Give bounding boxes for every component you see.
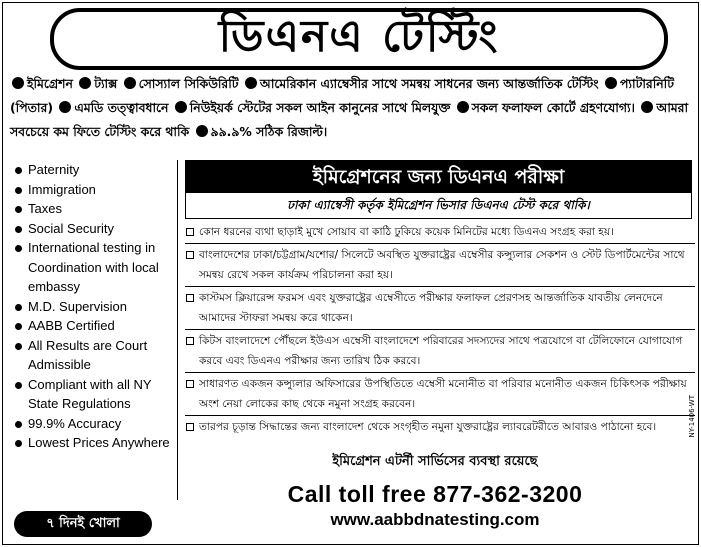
immigration-header <box>185 160 692 219</box>
attorney-line: ইমিগ্রেশন এটর্নী সার্ভিসের ব্যবস্থা রয়েছে <box>332 454 538 469</box>
list-item: Lowest Prices Anywhere <box>12 433 177 453</box>
list-item: সাধারণত একজন কন্স্যুলার অফিসারের উপস্থিতিতে এম্বেসী মনোনীত বা পরিবার মনোনীত একজন চিকিৎসক পরীক্ষায় অংশ নেয়া লোকের কাছ থেকে নমুনা সংগ্রহ করবেন। <box>185 374 695 414</box>
list-item: Paternity <box>12 160 177 180</box>
checkbox-icon <box>186 228 194 236</box>
website-url: www.aabbdnatesting.com <box>330 510 540 529</box>
list-item: 99.9% Accuracy <box>12 414 177 434</box>
bullet-icon <box>457 101 469 113</box>
services-line <box>10 72 692 144</box>
bullet-icon <box>79 77 91 89</box>
service-item: ৯৯.৯% সঠিক রিজাল্ট। <box>210 124 328 139</box>
immigration-heading: ইমিগ্রেশনের জন্য ডিএনএ পরীক্ষা <box>186 161 691 193</box>
checkbox-icon <box>186 380 194 388</box>
bullet-icon <box>245 77 257 89</box>
service-item: সকল ফলাফল কোর্টে গ্রহণযোগ্য। <box>471 100 635 115</box>
list-item: International testing in Coordination with local embassy <box>12 238 177 297</box>
divider <box>185 286 695 287</box>
immigration-subheading: ঢাকা এ্যাম্বেসী কর্তৃক ইমিগ্রেশন ভিসার ডিএনএ টেস্ট করে থাকি। <box>287 198 590 212</box>
list-item: Social Security <box>12 219 177 239</box>
list-item: AABB Certified <box>12 316 177 336</box>
divider <box>185 329 695 330</box>
page-title: ডিএনএ টেস্টিং <box>218 10 500 62</box>
list-item: Taxes <box>12 199 177 219</box>
checkbox-icon <box>186 423 194 431</box>
bullet-icon <box>196 125 208 137</box>
service-item: প্যাটারনিটি (পিতার) <box>10 76 674 115</box>
list-item: কিটস বাংলাদেশে পৌঁছলে ইউএস এম্বেসী বাংলাদেশে পরিবারের সদস্যদের সাথে পত্রযোগে বা টেলিফোনে যোগাযোগ করবে এবং ডিএনএ পরীক্ষার জন্য তারিখ ঠিক করবে। <box>185 331 695 371</box>
bullet-icon <box>605 77 617 89</box>
bullet-icon <box>59 101 71 113</box>
service-item: আমরা সবচেয়ে কম ফিতে টেস্টিং করে থাকি <box>10 100 689 139</box>
divider <box>185 415 695 416</box>
bullet-icon <box>12 77 24 89</box>
list-item: Compliant with all NY State Regulations <box>12 375 177 414</box>
service-item: নিউইয়র্ক স্টেটের সকল আইন কানুনের সাথে মিলযুক্ত <box>189 100 451 115</box>
toll-free-phone: Call toll free 877-362-3200 <box>287 481 583 507</box>
bullet-icon <box>641 101 653 113</box>
list-item: বাংলাদেশের ঢাকা/চট্টগ্রাম/যশোর/ সিলেটে অবস্থিত যুক্তরাষ্ট্রের এম্বেসীর কন্স্যুলার সেকশন ও স্টেট ডিপার্টমেন্টের সাথে সমন্বয় রেখে সকল কার্যক্রম পরিচালনা করা হয়। <box>185 245 695 285</box>
list-item: কাস্টমস ক্লিয়ারেন্স ফরমস এবং যুক্তরাষ্ট্রের এম্বেসীতে পরীক্ষার ফলাফল প্রেরণসহ আন্তর্জাতিক যাবতীয় লেনদেনে আমাদের স্টাফরা সমন্বয় করে থাকেন। <box>185 288 695 328</box>
service-item: ইমিগ্রেশন <box>27 76 73 91</box>
open-days-label: ৭ দিনই খোলা <box>46 515 120 531</box>
service-item: আমেরিকান এ্যাম্বেসীর সাথে সমন্বয় সাধনের জন্য আন্তর্জাতিক টেস্টিং <box>259 76 599 91</box>
title-banner <box>50 8 668 70</box>
points-list <box>185 222 695 437</box>
list-item: তারপর চূড়ান্ত সিদ্ধান্তের জন্য বাংলাদেশ থেকে সংগৃহীত নমুনা যুক্তরাষ্ট্রের ল্যাবরেটরীতে আবারও পাঠানো হবে। <box>185 417 695 437</box>
list-item: Immigration <box>12 180 177 200</box>
list-item: All Results are Court Admissible <box>12 336 177 375</box>
divider <box>185 372 695 373</box>
divider <box>185 243 695 244</box>
side-code: NY-1406-WT <box>688 395 696 438</box>
checkbox-icon <box>186 294 194 302</box>
service-item: সোস্যাল সিকিউরিটি <box>138 76 239 91</box>
bullet-icon <box>175 101 187 113</box>
list-item: কোন ধরনের ব্যথা ছাড়াই মুখে সোয়াব বা কাঠি ঢুকিয়ে কয়েক মিনিটের মধ্যে ডিএনএ সংগ্রহ করা হয়। <box>185 222 695 242</box>
english-services-column <box>12 160 178 500</box>
bullet-icon <box>124 77 136 89</box>
checkbox-icon <box>186 337 194 345</box>
service-item: ট্যাক্স <box>94 76 118 91</box>
service-item: এমডি তত্ত্বাবধানে <box>74 100 169 115</box>
open-days-badge <box>14 511 152 537</box>
list-item: M.D. Supervision <box>12 297 177 317</box>
checkbox-icon <box>186 251 194 259</box>
